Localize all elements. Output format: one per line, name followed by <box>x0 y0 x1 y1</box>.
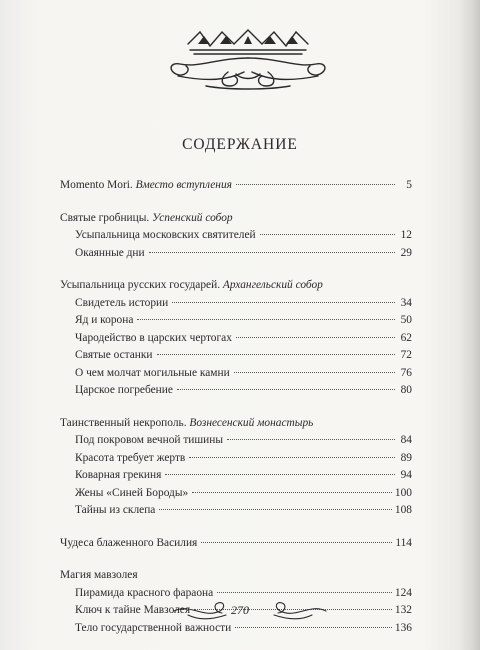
page-spine-shadow <box>458 0 480 650</box>
toc-section-title: Магия мавзолея <box>60 569 138 581</box>
toc-entry-title-group <box>60 177 232 195</box>
toc-section-title: Таинственный некрополь. <box>60 416 187 429</box>
toc-section-heading <box>60 277 412 295</box>
toc-subentry <box>60 347 412 365</box>
toc-entry-title: Тело государственной важности <box>75 621 232 634</box>
toc-entry-title-group <box>75 295 168 313</box>
crown-ornament-icon <box>158 28 338 96</box>
toc-section-subtitle: Архангельский собор <box>222 279 323 291</box>
dot-leader <box>159 508 392 510</box>
toc-subentry <box>60 382 412 400</box>
toc-section-subtitle: Вознесенский монастырь <box>189 416 314 429</box>
toc-section <box>60 535 412 553</box>
dot-leader <box>236 183 395 185</box>
toc-section <box>60 210 412 263</box>
toc-page-number: 108 <box>394 504 412 516</box>
toc-entry-title: Чудеса блаженного Василия <box>60 536 198 549</box>
toc-section-heading <box>60 210 412 228</box>
toc-page-number: 100 <box>394 486 412 499</box>
toc-page-number: 5 <box>406 179 412 191</box>
dot-leader <box>172 301 395 303</box>
toc-entry-title: Усыпальница московских святителей <box>75 229 256 241</box>
toc-entry-title-group <box>75 227 256 245</box>
toc-section <box>60 177 412 195</box>
toc-page-number: 76 <box>400 366 412 379</box>
toc-entry <box>60 177 412 195</box>
toc-section-heading <box>60 567 412 585</box>
toc-entry-title-group <box>75 382 173 400</box>
toc-subentry <box>60 295 412 313</box>
toc-entry-title: Пирамида красного фараона <box>75 586 214 599</box>
toc-entry-title: Momento Mori. <box>60 179 133 191</box>
toc-subentry <box>60 330 412 348</box>
toc-page-number: 50 <box>400 314 412 326</box>
toc-entry-title-group <box>75 365 230 383</box>
toc-entry-title-group <box>75 450 185 468</box>
toc-entry-title: О чем молчат могильные камни <box>75 366 230 379</box>
toc-entry-title-group <box>60 535 197 553</box>
toc-entry-title: Тайны из склепа <box>75 504 156 516</box>
toc-page-number: 62 <box>400 331 412 344</box>
toc-entry-title: Царское погребение <box>75 384 173 396</box>
page-title: СОДЕРЖАНИЕ <box>182 136 298 153</box>
toc-entry-title-group <box>75 347 153 365</box>
toc-entry-title: Чародейство в царских чертогах <box>75 331 232 344</box>
dot-leader <box>260 233 395 235</box>
toc-page-number: 34 <box>400 296 412 309</box>
toc-page-number: 80 <box>400 384 412 396</box>
dot-leader <box>234 371 395 373</box>
toc-entry-title: Яд и корона <box>75 314 134 326</box>
toc-page-number: 84 <box>400 434 412 446</box>
dot-leader <box>165 473 395 475</box>
toc-page-number: 72 <box>400 349 412 361</box>
toc-entry <box>60 535 412 553</box>
dot-leader <box>177 388 395 390</box>
toc-subentry <box>60 312 412 330</box>
toc-page-number: 124 <box>394 586 412 599</box>
toc-subentry <box>60 245 412 263</box>
toc-section <box>60 415 412 520</box>
toc-entry-title: Свидетель истории <box>75 296 169 309</box>
dot-leader <box>137 318 395 320</box>
toc-section-title: Святые гробницы. <box>60 211 150 224</box>
toc-page-number: 29 <box>400 246 412 259</box>
page-number: 270 <box>231 603 249 617</box>
toc-entry-title: Красота требует жертв <box>75 451 186 464</box>
toc-subentry <box>60 450 412 468</box>
dot-leader <box>192 491 392 493</box>
toc-subentry <box>60 467 412 485</box>
dot-leader <box>201 541 392 543</box>
toc-entry-title-group <box>75 245 145 263</box>
toc-section-heading <box>60 415 412 433</box>
dot-leader <box>236 336 395 338</box>
toc-page-number: 114 <box>395 536 412 549</box>
toc-subentry <box>60 485 412 503</box>
dot-leader <box>217 591 392 593</box>
toc-entry-title: Окаянные дни <box>75 246 145 259</box>
dot-leader <box>149 251 395 253</box>
toc-subentry <box>60 502 412 520</box>
toc-entry-title: Под покровом вечной тишины <box>75 434 224 446</box>
toc-page-number: 94 <box>400 469 412 481</box>
toc-section-title: Усыпальница русских государей. <box>60 279 221 291</box>
toc-section-subtitle: Успенский собор <box>152 211 233 224</box>
toc-page-number: 136 <box>394 621 412 634</box>
toc-subentry <box>60 432 412 450</box>
toc-entry-title: Жены «Синей Бороды» <box>75 486 189 499</box>
toc-entry-title-group <box>75 330 232 348</box>
toc-entry-title: Ключ к тайне Мавзолея <box>75 604 191 616</box>
dot-leader <box>189 456 395 458</box>
toc-section <box>60 277 412 400</box>
toc-page-number: 132 <box>394 604 412 616</box>
table-of-contents <box>60 177 412 650</box>
toc-entry-title: Святые останки <box>75 349 153 361</box>
toc-subentry <box>60 227 412 245</box>
toc-page-number: 89 <box>400 451 412 464</box>
dot-leader <box>227 438 395 440</box>
toc-entry-title-group <box>75 502 155 520</box>
toc-entry-title-group <box>75 432 223 450</box>
dot-leader <box>157 353 395 355</box>
toc-entry-title: Коварная грекиня <box>75 469 162 481</box>
toc-entry-title-group <box>75 467 161 485</box>
toc-page-number: 12 <box>400 229 412 241</box>
dot-leader <box>235 626 392 628</box>
toc-entry-title-group <box>75 485 188 503</box>
toc-entry-subtitle: Вместо вступления <box>135 179 232 191</box>
toc-subentry <box>60 365 412 383</box>
toc-entry-title-group <box>75 312 133 330</box>
